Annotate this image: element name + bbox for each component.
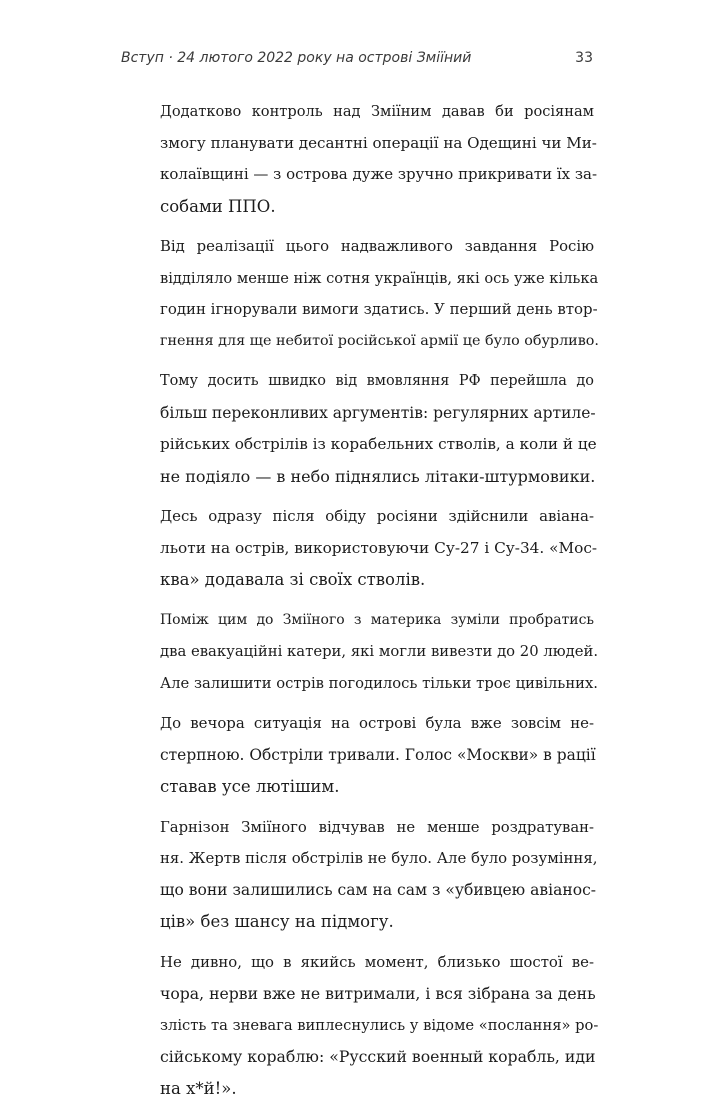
text-line: рійських обстрілів із корабельних стволів, а коли й це xyxy=(160,435,597,453)
text-line: ців» без шансу на підмогу. xyxy=(160,912,394,931)
text-line: злість та зневага виплеснулись у відоме «послання» ро- xyxy=(160,1016,599,1034)
text-line: ня. Жертв після обстрілів не було. Але було розуміння, xyxy=(160,849,598,867)
text-line: колаївщині — з острова дуже зручно прикривати їх за- xyxy=(160,165,598,183)
text-line: Тому досить швидко від вмовляння РФ перейшла до xyxy=(160,373,594,389)
running-header xyxy=(121,50,593,72)
paragraph xyxy=(121,947,599,1105)
text-line: стерпною. Обстріли тривали. Голос «Москви» в рації xyxy=(160,745,596,764)
text-line: не подіяло — в небо піднялись літаки-штурмовики. xyxy=(160,466,596,486)
text-line: Поміж цим до Зміїного з материка зуміли пробратись xyxy=(160,611,594,628)
text-line: сійському кораблю: «Русский военный корабль, иди xyxy=(160,1047,596,1066)
text-line: годин ігнорували вимоги здатись. У перший день втор- xyxy=(160,300,598,318)
text-line: чора, нерви вже не витримали, і вся зібрана за день xyxy=(160,984,596,1003)
text-line: змогу планувати десантні операції на Одещині чи Ми- xyxy=(160,133,597,152)
text-line: ставав усе лютішим. xyxy=(160,777,340,796)
text-line: Десь одразу після обіду росіяни здійснили авіана- xyxy=(160,507,594,525)
text-line: гнення для ще небитої російської армії це було обурливо. xyxy=(160,332,599,349)
paragraph xyxy=(121,231,599,357)
body-text xyxy=(121,96,599,1113)
paragraph xyxy=(121,605,599,700)
text-line: собами ППО. xyxy=(160,196,276,216)
paragraph xyxy=(121,812,598,938)
paragraph xyxy=(121,366,597,492)
page-number: 33 xyxy=(575,50,593,66)
text-line: більш переконливих аргументів: регулярних артиле- xyxy=(160,403,596,422)
text-line: До вечора ситуація на острові була вже зовсім не- xyxy=(160,714,594,732)
text-line: Від реалізації цього надважливого завдання Росію xyxy=(160,237,594,255)
text-line: ква» додавала зі своїх стволів. xyxy=(160,570,426,589)
text-line: на х*й!». xyxy=(160,1078,237,1098)
text-line: льоти на острів, використовуючи Су-27 і Су-34. «Мос- xyxy=(160,538,598,557)
text-line: Не дивно, що в якийсь момент, близько шостої ве- xyxy=(160,952,594,971)
text-line: відділяло менше ніж сотня українців, які ось уже кілька xyxy=(160,269,599,287)
text-line: що вони залишились сам на сам з «убивцею авіанос- xyxy=(160,880,597,899)
text-line: Але залишити острів погодилось тільки троє цивільних. xyxy=(160,674,598,692)
text-line: два евакуаційні катери, які могли вивезти до 20 людей. xyxy=(160,643,599,660)
text-line: Додатково контроль над Зміїним давав би росіянам xyxy=(160,103,594,120)
paragraph xyxy=(121,501,598,596)
paragraph xyxy=(121,96,598,222)
paragraph xyxy=(121,708,594,803)
section-title: Вступ · 24 лютого 2022 року на острові Зміїний xyxy=(121,50,472,66)
text-line: Гарнізон Зміїного відчував не менше роздратуван- xyxy=(160,818,594,836)
